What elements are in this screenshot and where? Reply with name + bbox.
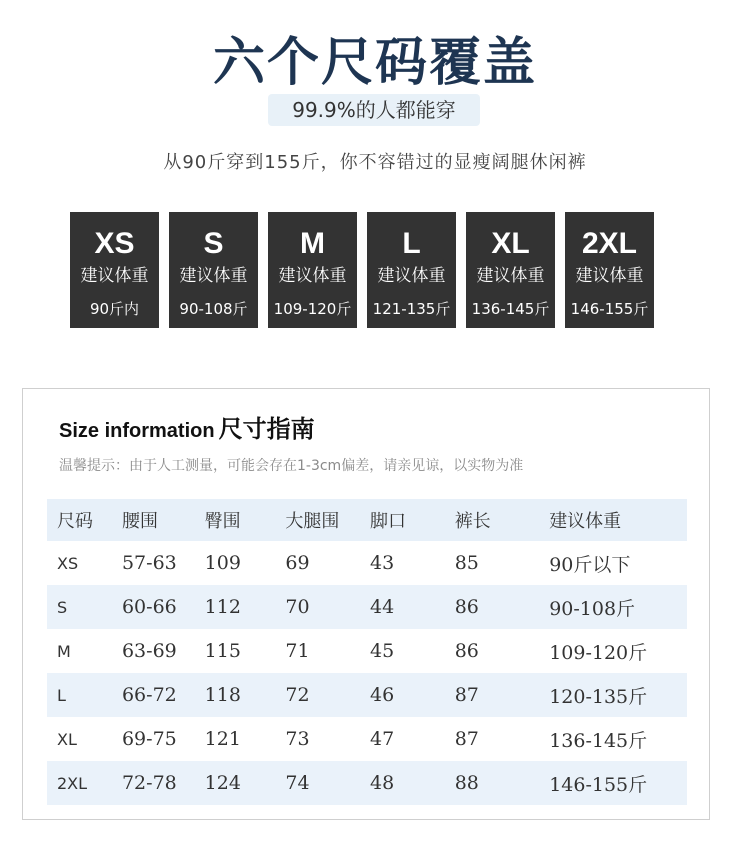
table-cell: 146-155斤	[549, 773, 648, 796]
size-code: M	[300, 227, 325, 260]
table-cell: 43	[370, 552, 395, 574]
table-cell: 120-135斤	[549, 685, 648, 708]
table-cell: 109	[204, 552, 241, 574]
size-box-s	[169, 212, 258, 328]
size-guide-title-cn: 尺寸指南	[218, 415, 315, 443]
size-guide-title-en: Size information	[59, 420, 215, 442]
column-header: 建议体重	[549, 511, 622, 532]
table-cell: M	[57, 641, 71, 661]
table-row	[47, 673, 687, 717]
size-box-xl	[466, 212, 555, 328]
weight-label: 建议体重	[278, 266, 347, 286]
weight-range: 90-108斤	[179, 300, 248, 318]
measurement-note: 温馨提示：由于人工测量，可能会存在1-3cm偏差，请亲见谅，以实物为准	[59, 458, 524, 474]
weight-label: 建议体重	[575, 266, 644, 286]
table-cell: 73	[285, 728, 310, 750]
table-cell: L	[57, 685, 66, 705]
weight-label: 建议体重	[179, 266, 248, 286]
table-cell: 71	[285, 640, 310, 662]
page-title: 六个尺码覆盖	[212, 33, 537, 93]
size-table	[47, 499, 687, 805]
table-row	[47, 717, 687, 761]
table-cell: 74	[285, 772, 310, 794]
size-box-list	[70, 212, 654, 328]
table-cell: XS	[57, 553, 79, 573]
column-header: 尺码	[57, 511, 93, 532]
weight-label: 建议体重	[476, 266, 545, 286]
table-cell: 2XL	[57, 773, 88, 793]
weight-range: 90斤内	[89, 300, 140, 318]
table-cell: 72-78	[121, 772, 177, 794]
column-header: 大腿围	[285, 511, 340, 532]
table-cell: 72	[285, 684, 310, 706]
table-cell: 45	[370, 640, 395, 662]
table-cell: 121	[204, 728, 241, 750]
table-cell: 109-120斤	[549, 641, 648, 664]
column-header: 臀围	[204, 511, 241, 532]
table-cell: 46	[370, 684, 395, 706]
table-cell: 69-75	[121, 728, 177, 750]
table-cell: 60-66	[121, 596, 177, 618]
table-cell: 90-108斤	[549, 597, 636, 620]
table-cell: 86	[454, 596, 479, 618]
table-cell: 69	[285, 552, 310, 574]
table-cell: 87	[454, 728, 479, 750]
table-cell: 87	[454, 684, 479, 706]
size-box-2xl	[565, 212, 654, 328]
table-cell: 63-69	[121, 640, 177, 662]
size-box-l	[367, 212, 456, 328]
table-cell: 70	[285, 596, 310, 618]
weight-range: 136-145斤	[471, 300, 550, 318]
size-code: L	[402, 227, 421, 260]
table-cell: S	[57, 597, 68, 617]
table-row	[47, 629, 687, 673]
weight-range: 109-120斤	[273, 300, 352, 318]
table-cell: 47	[370, 728, 395, 750]
table-cell: 90斤以下	[549, 553, 631, 576]
table-header-row	[47, 499, 687, 541]
table-row	[47, 541, 687, 585]
table-cell: 44	[370, 596, 395, 618]
column-header: 腰围	[121, 511, 158, 532]
table-row	[47, 761, 687, 805]
size-box-xs	[70, 212, 159, 328]
page-subtitle: 从90斤穿到155斤，你不容错过的显瘦阔腿休闲裤	[163, 152, 587, 173]
table-cell: XL	[57, 729, 77, 749]
size-code: 2XL	[581, 227, 638, 260]
table-cell: 66-72	[121, 684, 177, 706]
table-cell: 48	[370, 772, 395, 794]
table-cell: 88	[454, 772, 479, 794]
table-cell: 57-63	[121, 552, 177, 574]
table-cell: 118	[204, 684, 241, 706]
column-header: 脚口	[370, 511, 407, 532]
weight-range: 121-135斤	[372, 300, 451, 318]
size-guide-title	[59, 409, 315, 444]
table-cell: 85	[454, 552, 479, 574]
size-box-m	[268, 212, 357, 328]
table-cell: 86	[454, 640, 479, 662]
size-code: XL	[491, 227, 530, 260]
column-header: 裤长	[454, 511, 491, 532]
table-row	[47, 585, 687, 629]
weight-label: 建议体重	[377, 266, 446, 286]
weight-range: 146-155斤	[570, 300, 649, 318]
size-code: XS	[94, 227, 135, 260]
table-cell: 124	[204, 772, 241, 794]
table-cell: 112	[204, 596, 241, 618]
table-cell: 136-145斤	[549, 729, 648, 752]
table-cell: 115	[204, 640, 241, 662]
weight-label: 建议体重	[80, 266, 149, 286]
size-code: S	[203, 227, 224, 260]
coverage-badge: 99.9%的人都能穿	[268, 94, 480, 126]
size-guide-card	[22, 388, 710, 820]
